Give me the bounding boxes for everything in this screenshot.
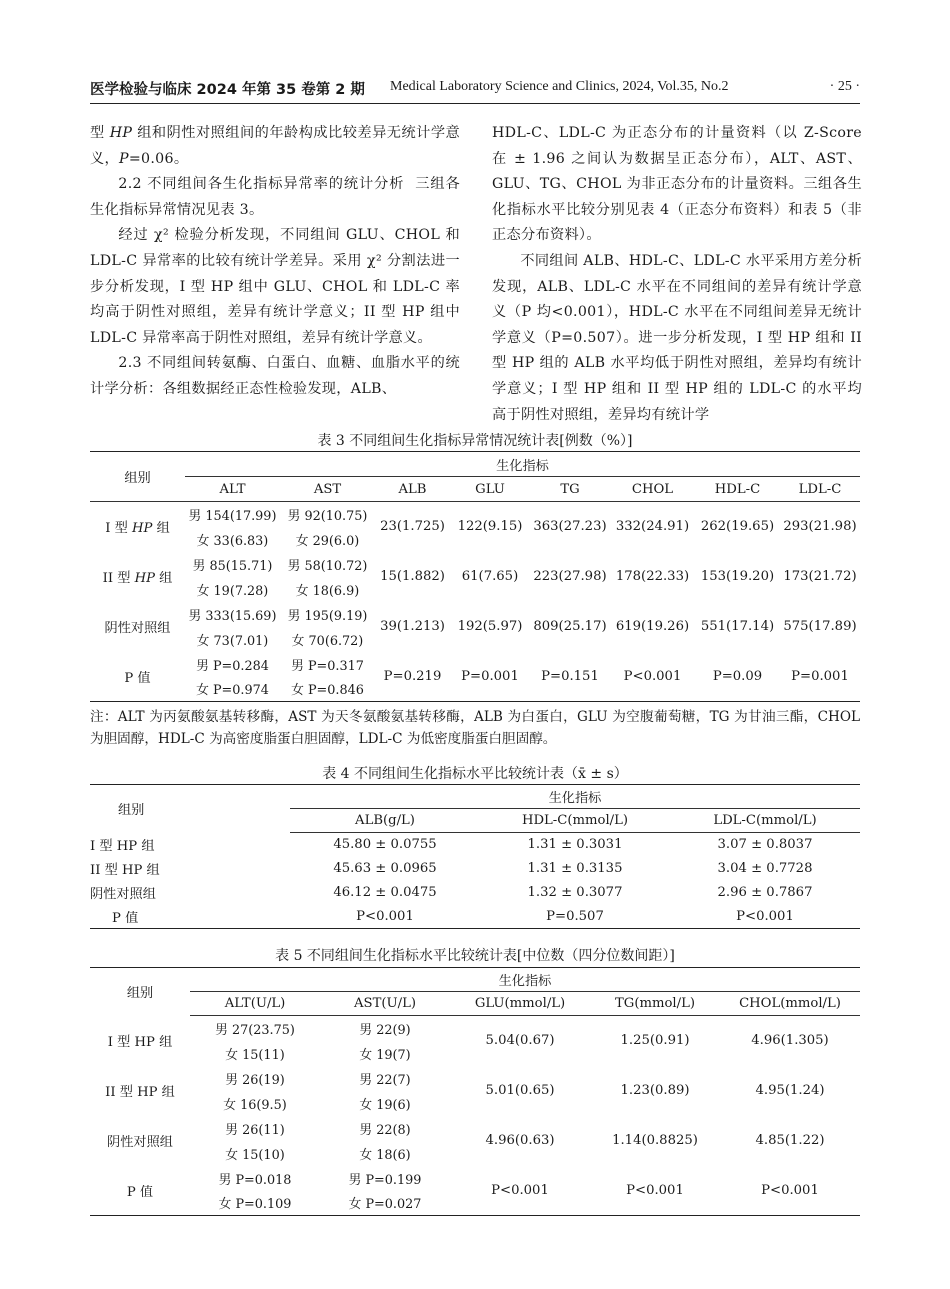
table3-row-group: II 型 HP 组	[102, 571, 173, 586]
table-row	[90, 602, 860, 627]
table-cell: 女 19(7.28)	[196, 583, 269, 599]
table-cell: 女 73(7.01)	[196, 633, 269, 649]
table3-col-header: HDL-C	[695, 477, 780, 502]
table-row	[90, 1116, 860, 1141]
table-cell: 4.95(1.24)	[755, 1083, 825, 1098]
table-cell: 女 P=0.109	[218, 1197, 292, 1213]
table5-col-header: TG(mmol/L)	[590, 992, 720, 1016]
table-cell: 223(27.98)	[533, 569, 607, 584]
table-cell: P<0.001	[491, 1182, 549, 1198]
table5-col-header: AST(U/L)	[320, 992, 450, 1016]
table-cell: P<0.001	[623, 668, 682, 684]
table-cell: 女 P=0.974	[196, 683, 269, 699]
table-cell: 1.31 ± 0.3031	[527, 837, 623, 853]
table3-col-header: ALB	[375, 477, 450, 502]
table3-super-header: 生化指标	[185, 452, 860, 477]
table-cell: 女 19(6)	[359, 1097, 411, 1113]
table-row	[90, 652, 860, 677]
table4	[90, 784, 860, 929]
table-cell: 3.07 ± 0.8037	[717, 837, 813, 853]
table-row	[90, 1066, 860, 1091]
table-row	[90, 833, 860, 857]
table-cell: 阴性对照组	[90, 887, 156, 902]
table-cell: 男 P=0.284	[196, 658, 269, 674]
table-cell: 阴性对照组	[107, 1135, 173, 1150]
table-cell: 男 333(15.69)	[188, 608, 277, 624]
table-cell: 122(9.15)	[457, 519, 523, 535]
table5-caption: 表 5 不同组间生化指标水平比较统计表[中位数（四分位数间距）]	[275, 948, 675, 964]
section-2-2: 2.2 不同组间各生化指标异常率的统计分析 三组各生化指标异常情况见表 3。	[90, 176, 460, 218]
table-cell: P<0.001	[356, 908, 414, 924]
table3-col-header: ALT	[185, 477, 280, 502]
table-cell: P<0.001	[626, 1182, 684, 1198]
paragraph-distribution: HDL-C、LDL-C 为正态分布的计量资料（以 Z-Score 在 ± 1.96 之间认为数据呈正态分布），ALT、AST、GLU、TG、CHOL 为非正态分布的计量资料。三组各生化指标水平比较分别见表 4（正态分布资料）和表 5（非正态分布资料）。	[492, 125, 862, 244]
table-cell: P=0.219	[383, 668, 442, 684]
table-row	[90, 881, 860, 905]
table-cell: 178(22.33)	[615, 569, 690, 584]
table-cell: 男 85(15.71)	[192, 558, 273, 574]
table3-col-header: GLU	[450, 477, 530, 502]
table-cell: P=0.09	[712, 668, 763, 684]
table-cell: 男 27(23.75)	[215, 1022, 295, 1038]
table3	[90, 451, 860, 702]
table4-col-header: ALB(g/L)	[290, 809, 480, 833]
table-cell: 23(1.725)	[380, 519, 445, 535]
table-cell: II 型 HP 组	[90, 863, 160, 878]
table-cell: II 型 HP 组	[105, 1085, 175, 1100]
table-cell: 3.04 ± 0.7728	[717, 861, 813, 876]
table-cell: 2.96 ± 0.7867	[717, 885, 813, 900]
table-cell: 男 26(19)	[225, 1072, 285, 1088]
right-column	[492, 121, 862, 428]
section-2-3: 2.3 不同组间转氨酶、白蛋白、血糖、血脂水平的统计学分析：各组数据经正态性检验发现，ALB、	[90, 355, 460, 397]
table-cell: P=0.001	[791, 668, 849, 684]
table-cell: 女 P=0.027	[348, 1197, 422, 1213]
table-cell: 女 33(6.83)	[196, 533, 269, 549]
table-cell: 4.85(1.22)	[755, 1133, 825, 1148]
table-cell: 173(21.72)	[783, 569, 857, 584]
table3-note: 注：ALT 为丙氨酸氨基转移酶，AST 为天冬氨酸氨基转移酶，ALB 为白蛋白，GLU 为空腹葡萄糖，TG 为甘油三酯，CHOL 为胆固醇，HDL-C 为高密度脂蛋白胆固醇，LDL-C 为低密度脂蛋白胆固醇。	[90, 709, 860, 747]
table-cell: 153(19.20)	[700, 569, 775, 584]
table-cell: 女 15(11)	[225, 1047, 285, 1063]
table-cell: 192(5.97)	[457, 619, 523, 634]
table-cell: 45.63 ± 0.0965	[333, 861, 437, 876]
paragraph-age: 型 HP 组和阴性对照组间的年龄构成比较差异无统计学意义，P=0.06。	[90, 125, 460, 167]
table-cell: 1.23(0.89)	[620, 1083, 690, 1098]
table-cell: 女 18(6)	[359, 1147, 411, 1163]
table-cell: 293(21.98)	[783, 519, 857, 535]
table-cell: 男 P=0.317	[291, 658, 364, 674]
header-rule	[90, 103, 860, 104]
table-cell: 男 P=0.199	[348, 1172, 422, 1188]
table-cell: 619(19.26)	[615, 619, 690, 634]
table-cell: 女 18(6.9)	[295, 583, 360, 599]
table-cell: 262(19.65)	[700, 519, 775, 535]
table3-col-header: AST	[280, 477, 375, 502]
running-header	[90, 78, 860, 102]
table-cell: 女 29(6.0)	[295, 533, 360, 549]
table3-group-header: 组别	[124, 471, 151, 486]
table3-row-group: 阴性对照组	[104, 621, 171, 636]
table-cell: 4.96(1.305)	[751, 1033, 829, 1049]
table-cell: 女 19(7)	[359, 1047, 411, 1063]
table-cell: P<0.001	[761, 1182, 819, 1198]
table-cell: I 型 HP 组	[90, 839, 155, 854]
table-cell: 女 70(6.72)	[291, 633, 364, 649]
table-cell: P 值	[112, 910, 139, 926]
table5-col-header: ALT(U/L)	[190, 992, 320, 1016]
table-cell: 551(17.14)	[700, 619, 775, 634]
table-cell: 男 P=0.018	[218, 1172, 292, 1188]
section-2-2-title: 2.2 不同组间各生化指标异常率的统计分析	[118, 176, 405, 193]
table3-col-header: TG	[530, 477, 610, 502]
table-row	[90, 905, 860, 929]
table-cell: 45.80 ± 0.0755	[333, 837, 437, 853]
table4-group-header: 组别	[118, 803, 145, 819]
table-cell: 5.01(0.65)	[485, 1083, 555, 1098]
table-cell: 男 22(9)	[359, 1022, 411, 1038]
paragraph-chi-square: 经过 χ² 检验分析发现，不同组间 GLU、CHOL 和 LDL-C 异常率的比较有统计学差异。采用 χ² 分割法进一步分析发现，I 型 HP 组中 GLU、CHOL 和 LDL-C 率均高于阴性对照组，差异有统计学意义；II 型 HP 组中 LDL-C 异常率高于阴性对照组，差异有统计学意义。	[90, 227, 460, 346]
table-cell: 男 58(10.72)	[287, 558, 368, 574]
table-cell: 15(1.882)	[380, 569, 445, 584]
table5-col-header: GLU(mmol/L)	[450, 992, 590, 1016]
table3-caption: 表 3 不同组间生化指标异常情况统计表[例数（%）]	[317, 433, 633, 449]
table-cell: P=0.151	[541, 668, 599, 684]
table4-caption: 表 4 不同组间生化指标水平比较统计表（x̄ ± s）	[322, 766, 628, 782]
table-row	[90, 502, 860, 527]
table-cell: 46.12 ± 0.0475	[333, 885, 437, 900]
table-cell: 女 P=0.846	[291, 683, 364, 699]
table-cell: 39(1.213)	[380, 619, 445, 634]
paragraph-anova: 不同组间 ALB、HDL-C、LDL-C 水平采用方差分析发现，ALB、LDL-C 水平在不同组间的差异有统计学意义（P 均<0.001），HDL-C 水平在不同组间差异无统计学意义（P=0.507）。进一步分析发现，I 型 HP 组和 II 型 HP 组的 ALB 水平均低于阴性对照组，差异均有统计学意义；I 型 HP 组和 II 型 HP 组的 LDL-C 的水平均高于阴性对照组，差异均有统计学	[492, 252, 862, 423]
table-cell: P<0.001	[736, 908, 794, 924]
left-column	[90, 121, 460, 403]
table-cell: 男 22(8)	[359, 1122, 411, 1138]
table-cell: 男 154(17.99)	[188, 508, 277, 524]
table4-col-header: HDL-C(mmol/L)	[480, 809, 670, 833]
table4-col-header: LDL-C(mmol/L)	[670, 809, 860, 833]
table5-col-header: CHOL(mmol/L)	[720, 992, 860, 1016]
table-cell: 女 15(10)	[225, 1147, 285, 1163]
table3-col-header: CHOL	[610, 477, 695, 502]
table5-group-header: 组别	[126, 986, 154, 1002]
table3-row-group: I 型 HP 组	[105, 521, 170, 537]
table-cell: 61(7.65)	[461, 569, 519, 584]
table4-super-header: 生化指标	[290, 785, 860, 809]
table-cell: 1.14(0.8825)	[612, 1133, 698, 1148]
table-cell: 1.31 ± 0.3135	[527, 861, 623, 876]
table-row	[90, 1166, 860, 1191]
table-cell: 男 26(11)	[225, 1122, 285, 1138]
table3-p-label: P 值	[124, 670, 151, 686]
journal-title-cn: 医学检验与临床 2024 年第 35 卷第 2 期	[90, 82, 365, 98]
table-cell: P=0.507	[546, 908, 604, 924]
table-row	[90, 1016, 860, 1041]
table5-super-header: 生化指标	[190, 968, 860, 992]
table-cell: 5.04(0.67)	[485, 1033, 555, 1049]
table-row	[90, 552, 860, 577]
table-cell: 4.96(0.63)	[485, 1133, 555, 1148]
journal-title-en: Medical Laboratory Science and Clinics, 2024, Vol.35, No.2	[390, 79, 729, 94]
table-cell: 332(24.91)	[615, 519, 690, 535]
table-row	[90, 857, 860, 881]
table-cell: P 值	[126, 1184, 154, 1200]
table5	[90, 967, 860, 1216]
page-number: · 25 ·	[829, 79, 860, 94]
table-cell: 男 92(10.75)	[287, 508, 368, 524]
table-cell: 809(25.17)	[533, 619, 607, 634]
table-cell: 男 195(9.19)	[287, 608, 368, 624]
table-cell: I 型 HP 组	[107, 1035, 173, 1050]
table-cell: 363(27.23)	[533, 519, 607, 535]
table-cell: 男 22(7)	[359, 1072, 411, 1088]
table-cell: 575(17.89)	[783, 619, 857, 634]
table3-col-header: LDL-C	[780, 477, 860, 502]
table-cell: P=0.001	[461, 668, 519, 684]
table-cell: 女 16(9.5)	[223, 1097, 287, 1113]
table-cell: 1.32 ± 0.3077	[527, 885, 623, 900]
table-cell: 1.25(0.91)	[620, 1033, 690, 1049]
